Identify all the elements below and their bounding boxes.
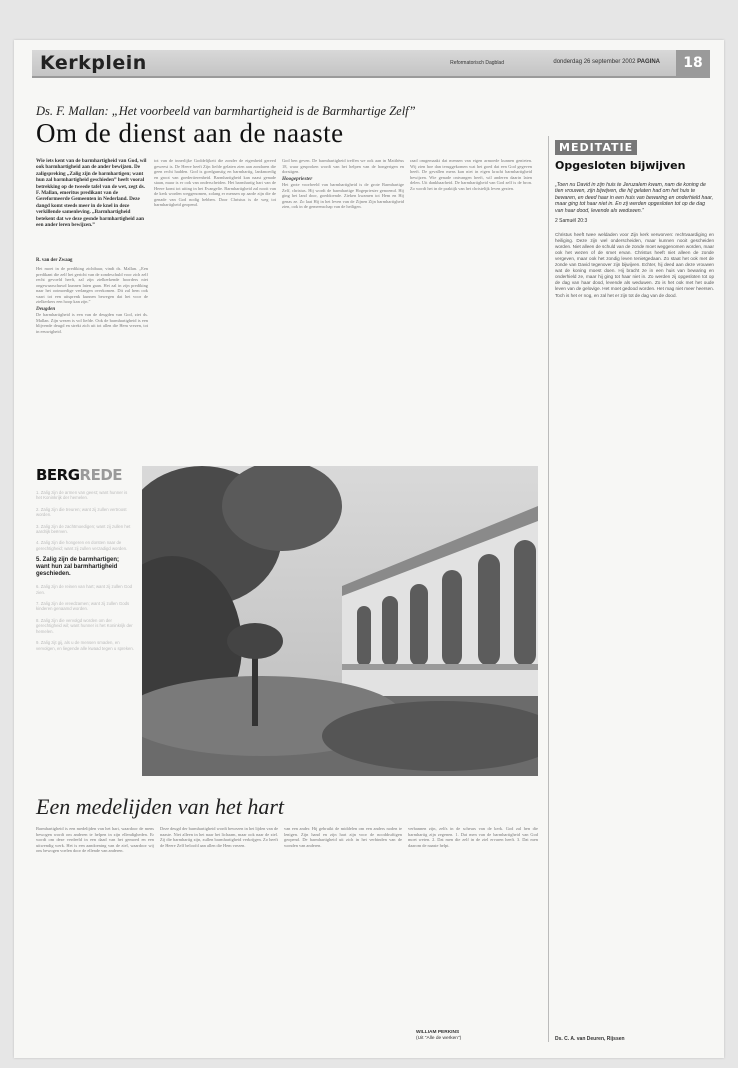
beatitude-item: 7. Zalig zijn de vreedzamen; want zij zullen Gods kinderen genaamd worden. [36, 601, 130, 612]
page-number: 18 [676, 50, 710, 76]
article2-column-2: Deze deugd der barmhartigheid wordt bewezen in het lijden van de naaste. Niet alleen in het naar het lichaam, maar ook naar de ziel. Zij die barmhartig zijn, zullen barmhartigheid verkrijgen. Zo heeft de Heere Zelf beloofd aan allen die Hem vrezen. [160, 826, 278, 848]
meditation-reference: 2 Samuël 20:3 [555, 218, 588, 225]
page-header [32, 50, 710, 78]
beatitude-item: 3. Zalig zijn de zachtmoedigen; want zij zullen het aardrijk beërven. [36, 523, 131, 535]
beatitude-item: 2. Zalig zijn die treuren; want zij zullen vertroost worden. [36, 506, 127, 518]
article-column-3: God ben geven. De barmhartigheid treffen we ook aan in Matthëus 18, waar gesproken wordt van het helpen van de hongerigen en dorstigen. Hoogepriester Het grote voorbeeld van barmhartigheid is de grote Barmhartige Zelf, christus. Hij wordt de barmhartige Hogepriester genoemd. Hij ging het land door, goeddoende. Zieken kwamen tot Hem en Hij genas ze. Zo laat Hij in het leven van de Zijnen Zijn barmhartigheid zien, ook in de gemeenschap van de heiligen. [282, 158, 404, 209]
article2-signature: WILLIAM PERKINS (Uit "Alle de werken") [416, 1030, 462, 1041]
beatitude-item: 5. Zalig zijn de barmhartigen; want hun zal barmhartigheid geschieden. [36, 557, 120, 578]
article-kicker: Ds. F. Mallan: „Het voorbeeld van barmhartigheid is de Barmhartige Zelf” [36, 104, 416, 118]
meditation-box [548, 136, 714, 1042]
article2-column-3: van een ander. Hij gebruikt de middelen om een anders noden te lenigen. Zijn hand en zijn hart zijn voor de nooddruftigen geopend. De barmhartigheid uit zich in het verbinden van de wonden van anderen. [284, 826, 402, 848]
subhead-deugden: Deugden [36, 305, 56, 312]
article-column-1: Het moet in de prediking zichtbaar, vindt ds. Mallan. „Een predikant die zelf het gericht van de zondeschuld voor zich zelf recht gevoeld heeft, zal zijn zielkerkende hoorders niet ongewaarschuwd kunnen laten gaan. Het zal in zijn prediking naar het ootmoedige verlangen overkomen. Dit zal hem ook vaart tot een uitsprenk kunnen bewegen dat het voor de zielkerkers een hoop kan zijn.” Deugden De barmhartigheid is een van de deugden van God, ziet ds. Mallan. Zijn wezen is vol liefde. Ook de barmhartigheid is een blijvende deugd en strekt zich uit tot allen die Hem vrezen, tot in eeuwigheid. [36, 266, 148, 334]
section-title: Kerkplein [40, 52, 147, 74]
church-photo-image [142, 466, 538, 776]
meditation-quote: „Toen nu David in zijn huis te Jeruzalem kwam, nam de koning de tien vrouwen, zijn bijwijven, die hij gelaten had om het huis te bewaren, en deed haar in een huis van bewaring en onderhield haar, maar ging tot haar niet in. En zij werden opgesloten tot op de dag van haar dood, levende als weduwen.” [555, 182, 714, 214]
article-byline: R. van der Zwaag [36, 258, 73, 263]
article-column-4: raad omgemaakt dat mensen van eigen armoede kunnen genieten. Wij zien hoe dan teruggekomen wat het goed dat een God gegeven heeft. De gevallen mens kan niet in eigen kracht barmhartigheid bewijzen. Wie genade ontvangen heeft, wil anderen daarin laten delen. Uit dankbaarheid. De barmhartigheid van God zelf is de bron. Zo wordt het in de praktijk van het christelijk leven gezien. [410, 158, 532, 191]
article-headline: Om de dienst aan de naaste [36, 118, 344, 148]
article-lead: Wie iets kent van de barmhartigheid van God, wil ook barmhartigheid aan de ander bewijzen. De zaligspreking „Zalig zijn de barmhartigen; want hun zal barmhartigheid geschieden” heeft vooral betrekking op de tweede tafel van de wet, zegt ds. F. Mallan, emeritus predikant van de Gereformeerde Gemeenten in Nederland. Deze dangd komt steeds meer in de knel in deze verkillende samenleving. „Barmhartigheid betekent dat we deze gesnde barmhartigheid aan een ander leren bewijzen.” [36, 158, 147, 229]
church-photo [142, 466, 538, 776]
meditation-label: MEDITATIE [555, 140, 637, 155]
subhead-hoogepriester: Hoogepriester [282, 175, 313, 182]
article2-column-4: verbannen zijn, zelfs in de scheurs van de kerk. God zal hen die barmhartig zijn zegenen. 1. Dat men van de barmhartigheid van God moet weten. 2. Dat men die zelf in de ziel ervaren heeft. 3. Dat men daarom de naaste helpt. [408, 826, 538, 848]
article-column-2: tot van de innerlijke Goddelijkeit die zonder de eigenheid gereed geweest is. De Heere heeft Zijn liefde gelaten zien aan zondaren die geen recht hadden. God is goedgunstig en barmhartig, lankmoedig en groot van goedertierenheid. Barmhartigheid kan naast genade staan, maar is er ook van onderscheiden. Het barmhartig hart van de Heere komt tot uiting in het Evangelie. Barmhartigheid zal nooit van de kerk worden weggenomen, zolang er mensen op aarde zijn die de genade van God nodig hebben. Door Christus is de weg tot barmhartigheid geopend. [154, 158, 276, 207]
beatitude-item: 8. Zalig zijn die vervolgd worden om der gerechtigheid wil; want hunner is het Koninkrijk der hemelen. [36, 617, 133, 634]
beatitude-item: 4. Zalig zijn die hongeren en dorsten naar de gerechtigheid; want zij zullen verzadigd worden. [36, 540, 128, 551]
newspaper-page [14, 40, 724, 1058]
meditation-body: Christus heeft twee weldaden voor Zijn kerk verworven: rechtvaardiging en heiliging. Deze zijn wel onderscheiden, maar kunnen nooit gescheiden worden. Niet alleen de schuld van de zonde moet weggenomen worden, maar ook het wezen of de smet ervan. Christus heeft niet alleen de zonde vergeven, maar ook het zondig leven tenietgedaan. Zo staat het ook met de zonde van David tegenover zijn bijwijven. Echter, hij deed aan deze vrouwen wat de koning moest doen. Hij bracht ze in een huis van bewaring en onderhield ze, maar hij ging tot haar niet in. Zo werden zij opgesloten tot op de dag van haar dood, levende als weduwen. Zo is het ook met het oude leven van de gelovige. Het moet gedood worden. Het mag niet meer heersen. Toch is het er nog, en zal het er zijn tot de dag van de dood. [555, 232, 714, 298]
meditation-signature: Ds. C. A. van Deuren, Rijssen [555, 1036, 625, 1042]
bergrede-title: BERGREDE [36, 466, 123, 484]
beatitude-item: 9. Zalig zijt gij, als u de mensen smaden, en vervolgen, en liegende alle kwaad tegen u spreken. [36, 640, 134, 651]
beatitude-item: 1. Zalig zijn de armen van geest; want hunner is het Koninkrijk der hemelen. [36, 490, 128, 501]
article2-column-1: Barmhartigheid is een medelijden van het hart, waardoor de mens bewogen wordt om anderen te helpen in zijn ellendigheden. Er wordt om deze verdeeld in een daad van het gemoed en een uitwendig werk. Het is een aandoening van de ziel, waardoor wij ons bewogen voelen door de ellende van anderen. [36, 826, 154, 853]
meditation-title: Opgesloten bijwijven [555, 159, 686, 172]
bergrede-box [36, 466, 134, 792]
publication-name: Reformatorisch Dagblad [450, 60, 504, 66]
publication-date: donderdag 26 september 2002 PAGINA [553, 59, 660, 65]
beatitude-item: 6. Zalig zijn de reinen van hart; want zij zullen God zien. [36, 584, 133, 595]
beatitude-list [36, 490, 134, 651]
article2-headline: Een medelijden van het hart [36, 794, 285, 819]
